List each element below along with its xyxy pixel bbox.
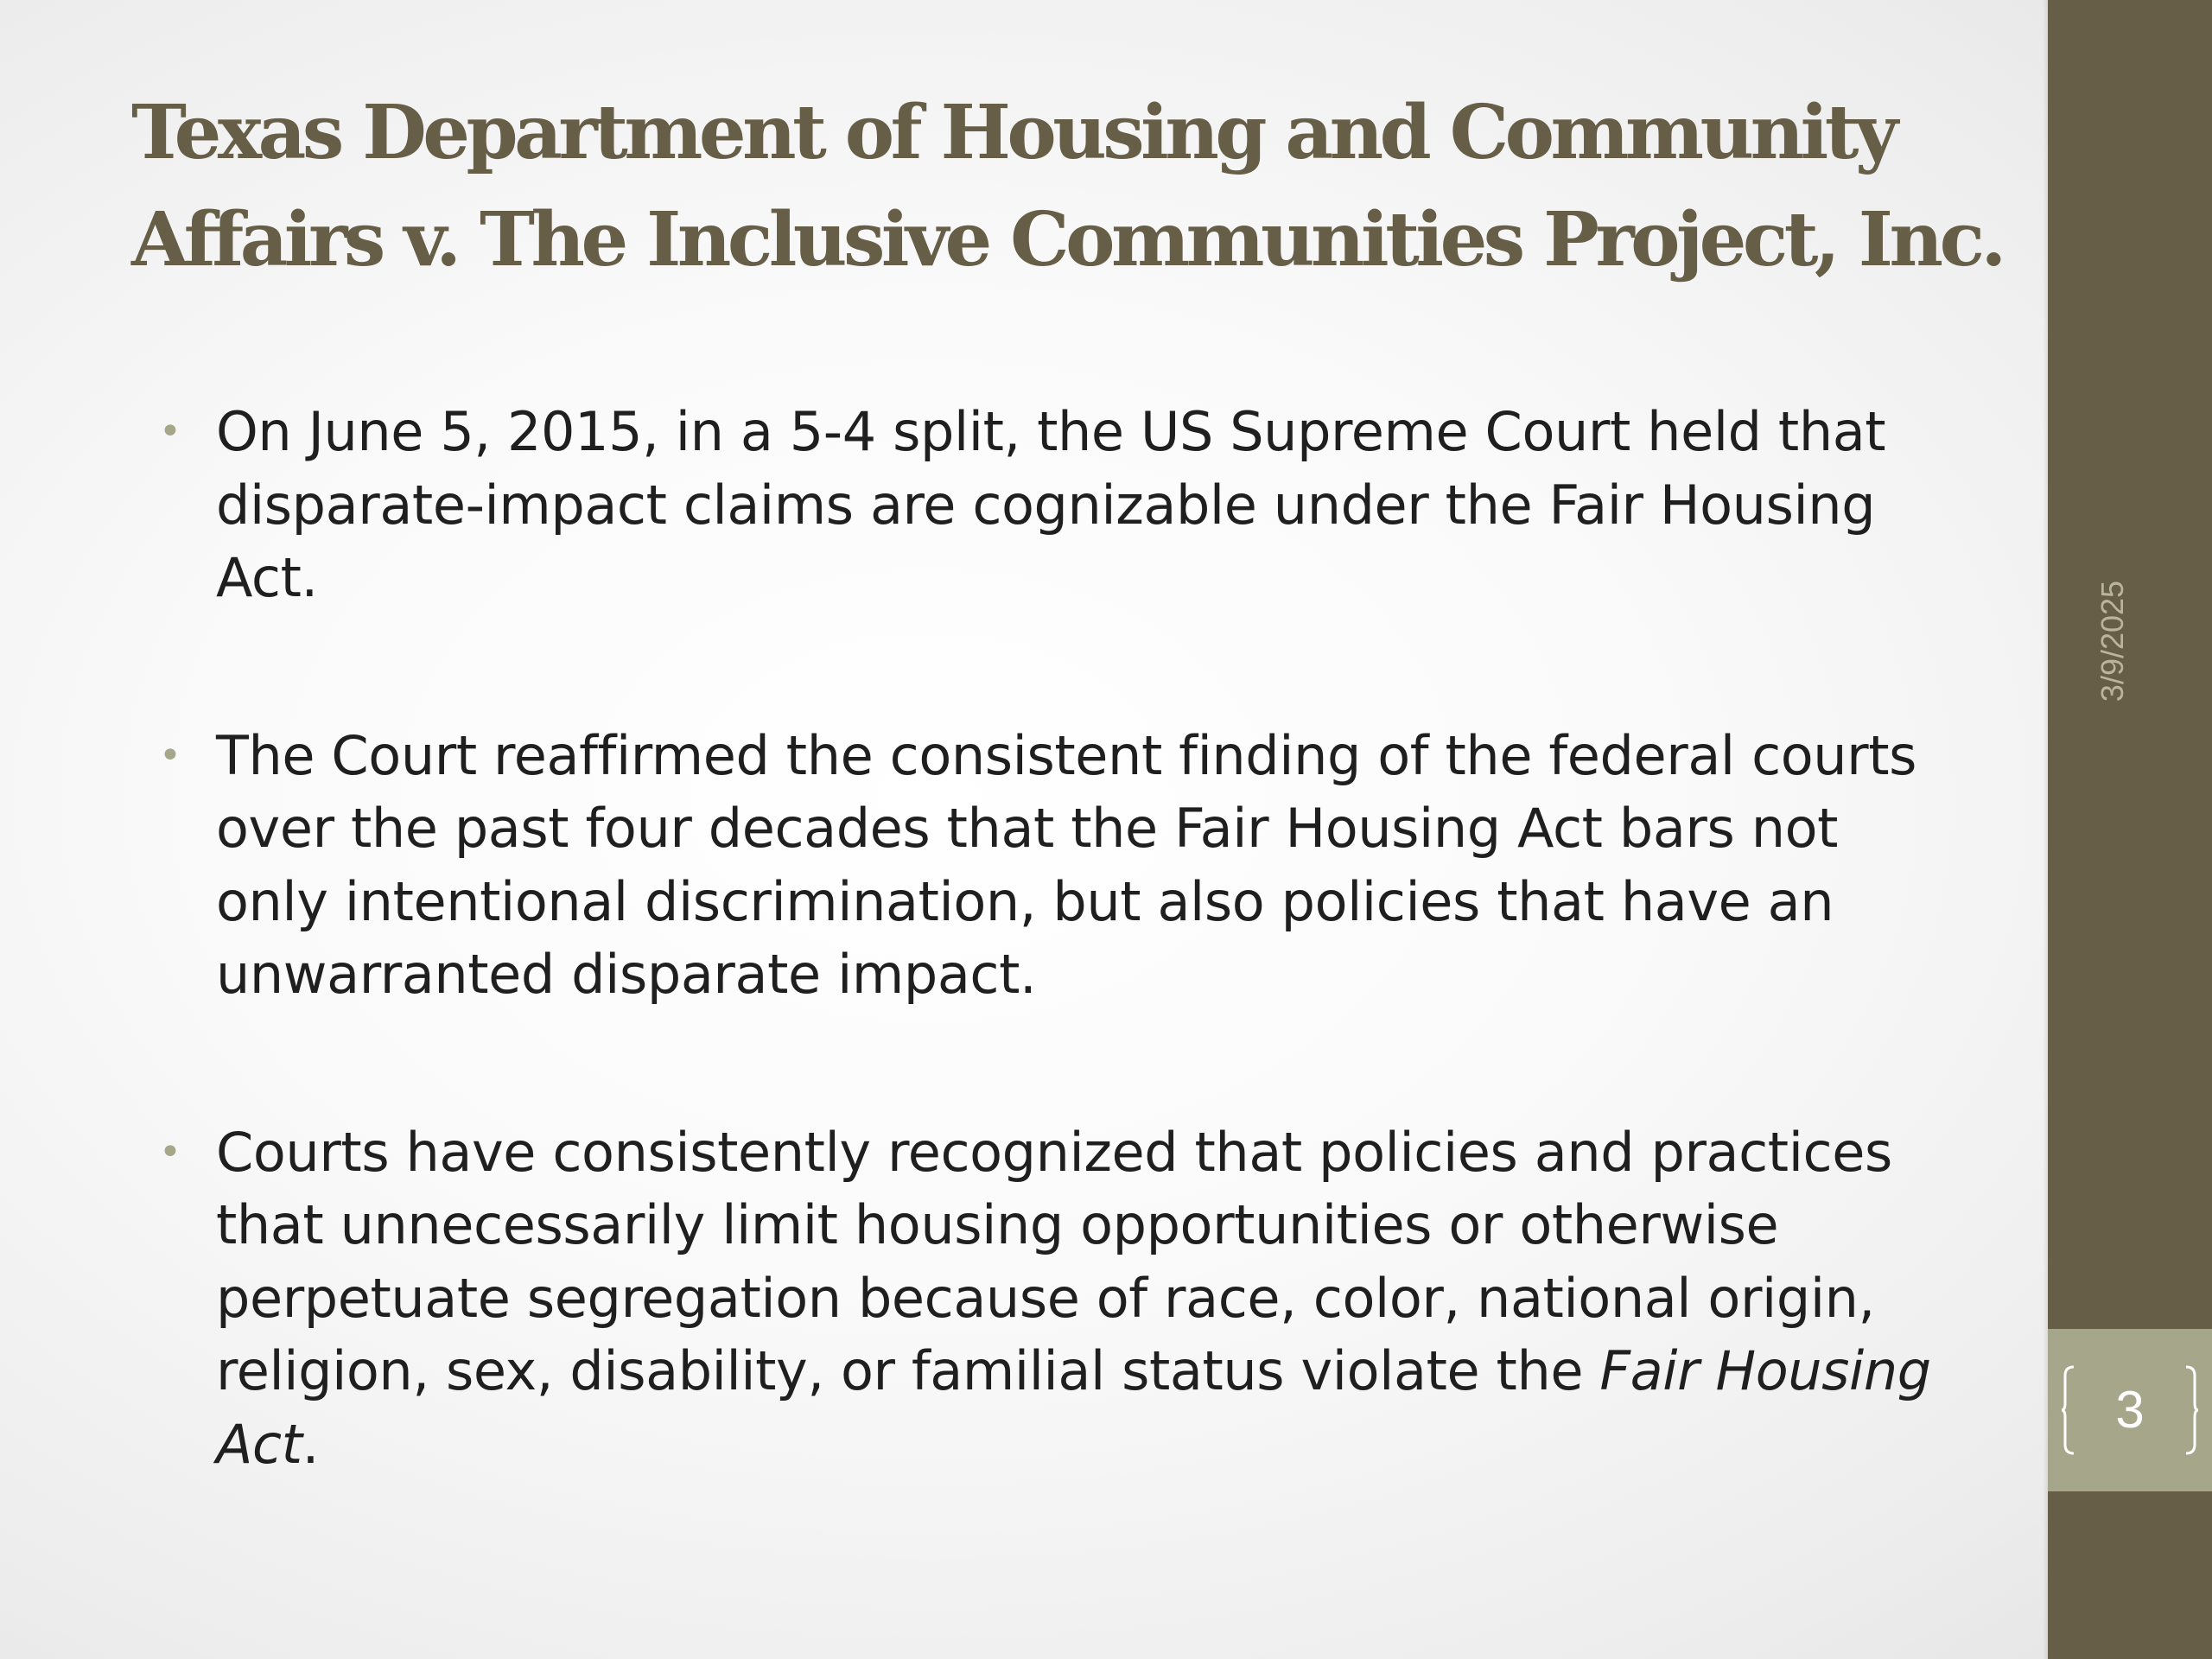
bullet-text-italic: Fair Housing Act bbox=[216, 1339, 1931, 1476]
bullet-item bbox=[159, 720, 1956, 1012]
page-number: 3 bbox=[2115, 1381, 2145, 1439]
bullet-item bbox=[159, 396, 1956, 615]
bullet-icon: • bbox=[159, 733, 181, 778]
bullet-list bbox=[159, 396, 1956, 1586]
bullet-text bbox=[216, 1121, 1931, 1476]
bullet-text: On June 5, 2015, in a 5-4 split, the US Supreme Court held that disparate-impact claims are cognizable under the Fair Housing Act. bbox=[216, 400, 1886, 609]
slide-date: 3/9/2025 bbox=[2094, 580, 2130, 702]
bullet-icon: • bbox=[159, 1129, 181, 1174]
bullet-item bbox=[159, 1116, 1956, 1482]
bullet-text-before: Courts have consistently recognized that policies and practices that unnecessarily limit housing opportunities or otherwise perpetuate segregation because of race, color, national origin, religion, sex, disability, or familial status violate the bbox=[216, 1120, 1892, 1402]
slide-title: Texas Department of Housing and Community Affairs v. The Inclusive Communities Project, Inc. bbox=[131, 89, 2003, 283]
right-brace-icon bbox=[2184, 1365, 2198, 1455]
bullet-text-after: . bbox=[302, 1412, 319, 1476]
bullet-icon: • bbox=[159, 410, 181, 454]
bullet-text: The Court reaffirmed the consistent finding of the federal courts over the past four decades that the Fair Housing Act bars not only intentional discrimination, but also policies that have an unwarranted disparate impact. bbox=[216, 723, 1917, 1006]
page-number-box bbox=[2048, 1329, 2212, 1491]
